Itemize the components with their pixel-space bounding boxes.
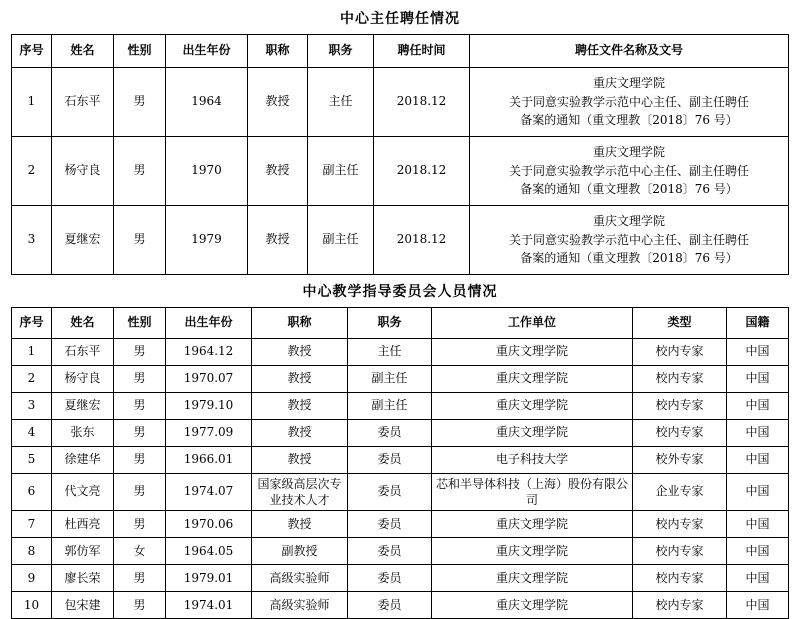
cell-title: 教授	[252, 511, 348, 538]
table-row	[12, 68, 789, 137]
cell-type: 校内专家	[633, 592, 727, 619]
cell-post: 委员	[348, 447, 432, 474]
cell-birth-year: 1964.12	[166, 339, 252, 366]
cell-appoint-date: 2018.12	[374, 68, 470, 137]
col-title: 职称	[248, 35, 308, 68]
cell-title: 教授	[252, 420, 348, 447]
section1-title: 中心主任聘任情况	[340, 11, 460, 27]
col-post: 职务	[308, 35, 374, 68]
cell-post: 主任	[308, 68, 374, 137]
cell-nationality: 中国	[727, 366, 789, 393]
cell-post: 委员	[348, 474, 432, 511]
cell-index: 6	[12, 474, 52, 511]
cell-unit: 重庆文理学院	[432, 339, 633, 366]
col-type: 类型	[633, 308, 727, 339]
cell-index: 3	[12, 393, 52, 420]
cell-gender: 女	[114, 538, 166, 565]
cell-type: 校外专家	[633, 447, 727, 474]
cell-birth-year: 1970.06	[166, 511, 252, 538]
table-header-row	[12, 308, 789, 339]
section-director-appointment	[10, 8, 790, 275]
cell-unit: 重庆文理学院	[432, 565, 633, 592]
cell-index: 3	[12, 206, 52, 275]
section-teaching-committee	[10, 281, 790, 619]
cell-index: 1	[12, 68, 52, 137]
cell-unit: 芯和半导体科技（上海）股份有限公司	[432, 474, 633, 511]
col-name: 姓名	[52, 35, 114, 68]
cell-unit: 重庆文理学院	[432, 538, 633, 565]
cell-birth-year: 1979.01	[166, 565, 252, 592]
cell-index: 1	[12, 339, 52, 366]
col-appoint-date: 聘任时间	[374, 35, 470, 68]
cell-name: 包宋建	[52, 592, 114, 619]
cell-appoint-date: 2018.12	[374, 206, 470, 275]
cell-post: 委员	[348, 592, 432, 619]
doc-line-3: 备案的通知（重文理教〔2018〕76 号）	[520, 251, 738, 266]
doc-line-3: 备案的通知（重文理教〔2018〕76 号）	[520, 182, 738, 197]
cell-post: 副主任	[348, 393, 432, 420]
cell-title: 教授	[248, 137, 308, 206]
cell-gender: 男	[114, 339, 166, 366]
doc-line-1: 重庆文理学院	[592, 76, 665, 91]
cell-gender: 男	[114, 420, 166, 447]
cell-type: 校内专家	[633, 511, 727, 538]
col-title: 职称	[252, 308, 348, 339]
col-post: 职务	[348, 308, 432, 339]
cell-name: 代文亮	[52, 474, 114, 511]
cell-title: 教授	[248, 206, 308, 275]
cell-name: 廖长荣	[52, 565, 114, 592]
doc-line-1: 重庆文理学院	[592, 145, 665, 160]
cell-post: 委员	[348, 420, 432, 447]
cell-birth-year: 1974.01	[166, 592, 252, 619]
cell-title: 副教授	[252, 538, 348, 565]
cell-nationality: 中国	[727, 511, 789, 538]
cell-index: 10	[12, 592, 52, 619]
cell-birth-year: 1964.05	[166, 538, 252, 565]
cell-post: 主任	[348, 339, 432, 366]
col-unit: 工作单位	[432, 308, 633, 339]
cell-unit: 重庆文理学院	[432, 511, 633, 538]
cell-post: 副主任	[308, 137, 374, 206]
col-gender: 性别	[114, 35, 166, 68]
cell-birth-year: 1966.01	[166, 447, 252, 474]
table-row	[12, 474, 789, 511]
cell-title: 高级实验师	[252, 592, 348, 619]
cell-name: 张东	[52, 420, 114, 447]
table-row	[12, 339, 789, 366]
cell-name: 夏继宏	[52, 393, 114, 420]
cell-unit: 重庆文理学院	[432, 592, 633, 619]
cell-nationality: 中国	[727, 420, 789, 447]
cell-index: 9	[12, 565, 52, 592]
col-name: 姓名	[52, 308, 114, 339]
cell-type: 校内专家	[633, 565, 727, 592]
cell-nationality: 中国	[727, 565, 789, 592]
cell-title: 教授	[252, 366, 348, 393]
cell-name: 徐建华	[52, 447, 114, 474]
table-header-row	[12, 35, 789, 68]
cell-gender: 男	[114, 393, 166, 420]
cell-birth-year: 1964	[166, 68, 248, 137]
cell-gender: 男	[114, 511, 166, 538]
cell-gender: 男	[114, 137, 166, 206]
cell-nationality: 中国	[727, 474, 789, 511]
cell-gender: 男	[114, 68, 166, 137]
cell-title: 教授	[252, 447, 348, 474]
cell-name: 杨守良	[52, 366, 114, 393]
cell-type: 校内专家	[633, 538, 727, 565]
cell-name: 石东平	[52, 68, 114, 137]
cell-document	[470, 206, 789, 275]
cell-type: 校内专家	[633, 339, 727, 366]
table-row	[12, 511, 789, 538]
col-birth-year: 出生年份	[166, 308, 252, 339]
cell-title: 教授	[252, 339, 348, 366]
cell-post: 委员	[348, 538, 432, 565]
cell-post: 委员	[348, 511, 432, 538]
cell-type: 校内专家	[633, 393, 727, 420]
col-index: 序号	[12, 308, 52, 339]
doc-line-2: 关于同意实验教学示范中心主任、副主任聘任	[508, 232, 749, 247]
cell-index: 5	[12, 447, 52, 474]
cell-nationality: 中国	[727, 393, 789, 420]
cell-gender: 男	[114, 447, 166, 474]
table-row	[12, 393, 789, 420]
cell-name: 杜西亮	[52, 511, 114, 538]
cell-document	[470, 137, 789, 206]
doc-line-2: 关于同意实验教学示范中心主任、副主任聘任	[508, 94, 749, 109]
cell-type: 企业专家	[633, 474, 727, 511]
cell-document	[470, 68, 789, 137]
cell-gender: 男	[114, 565, 166, 592]
cell-gender: 男	[114, 592, 166, 619]
cell-name: 杨守良	[52, 137, 114, 206]
cell-post: 副主任	[308, 206, 374, 275]
cell-title: 国家级高层次专业技术人才	[252, 474, 348, 511]
cell-gender: 男	[114, 366, 166, 393]
cell-name: 夏继宏	[52, 206, 114, 275]
cell-type: 校内专家	[633, 366, 727, 393]
cell-nationality: 中国	[727, 447, 789, 474]
cell-birth-year: 1979	[166, 206, 248, 275]
table-row	[12, 137, 789, 206]
cell-title: 教授	[252, 393, 348, 420]
table-row	[12, 447, 789, 474]
cell-index: 2	[12, 366, 52, 393]
director-appointment-table	[11, 34, 789, 275]
cell-appoint-date: 2018.12	[374, 137, 470, 206]
doc-line-3: 备案的通知（重文理教〔2018〕76 号）	[520, 113, 738, 128]
col-birth-year: 出生年份	[166, 35, 248, 68]
table-row	[12, 592, 789, 619]
cell-nationality: 中国	[727, 592, 789, 619]
cell-nationality: 中国	[727, 538, 789, 565]
cell-index: 2	[12, 137, 52, 206]
cell-birth-year: 1977.09	[166, 420, 252, 447]
cell-index: 4	[12, 420, 52, 447]
cell-post: 委员	[348, 565, 432, 592]
table-row	[12, 565, 789, 592]
cell-name: 郭仿军	[52, 538, 114, 565]
col-nationality: 国籍	[727, 308, 789, 339]
col-gender: 性别	[114, 308, 166, 339]
col-document: 聘任文件名称及文号	[470, 35, 789, 68]
table-row	[12, 420, 789, 447]
teaching-committee-table	[11, 307, 789, 619]
cell-index: 7	[12, 511, 52, 538]
cell-title: 高级实验师	[252, 565, 348, 592]
cell-post: 副主任	[348, 366, 432, 393]
cell-birth-year: 1974.07	[166, 474, 252, 511]
cell-name: 石东平	[52, 339, 114, 366]
doc-line-1: 重庆文理学院	[592, 214, 665, 229]
table-row	[12, 538, 789, 565]
cell-gender: 男	[114, 206, 166, 275]
doc-line-2: 关于同意实验教学示范中心主任、副主任聘任	[508, 163, 749, 178]
cell-nationality: 中国	[727, 339, 789, 366]
cell-birth-year: 1979.10	[166, 393, 252, 420]
col-index: 序号	[12, 35, 52, 68]
section2-title: 中心教学指导委员会人员情况	[302, 284, 498, 300]
cell-unit: 电子科技大学	[432, 447, 633, 474]
table-row	[12, 206, 789, 275]
cell-title: 教授	[248, 68, 308, 137]
cell-unit: 重庆文理学院	[432, 366, 633, 393]
cell-index: 8	[12, 538, 52, 565]
cell-type: 校内专家	[633, 420, 727, 447]
cell-birth-year: 1970.07	[166, 366, 252, 393]
cell-unit: 重庆文理学院	[432, 420, 633, 447]
cell-gender: 男	[114, 474, 166, 511]
cell-unit: 重庆文理学院	[432, 393, 633, 420]
cell-birth-year: 1970	[166, 137, 248, 206]
table-row	[12, 366, 789, 393]
